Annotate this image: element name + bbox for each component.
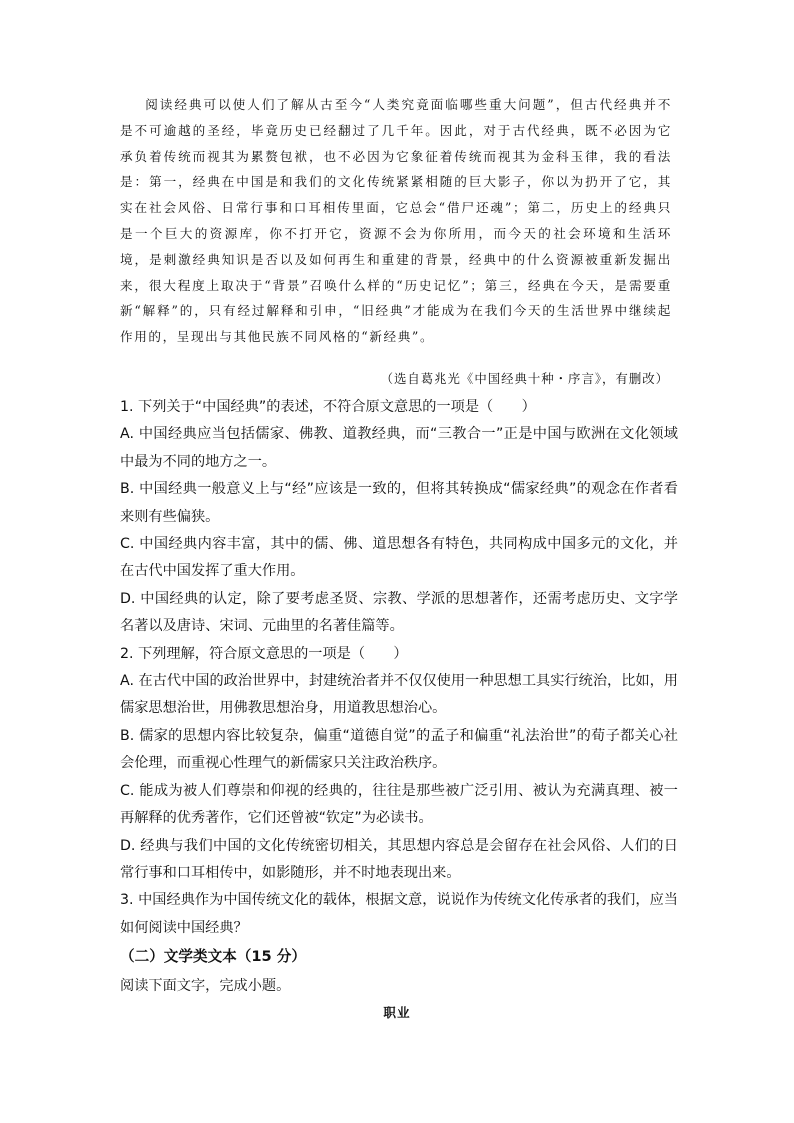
question-1-option-b: B. 中国经典一般意义上与“经”应该是一致的，但将其转换成“儒家经典”的观念在作者看来则有些偏狭。: [120, 481, 678, 525]
question-2-option-b: B. 儒家的思想内容比较复杂，偏重“道德自觉”的孟子和偏重“礼法治世”的荀子都关心社会伦理，而重视心性理气的新儒家只关注政治秩序。: [120, 727, 678, 772]
section-heading: （二）文学类文本（15 分）: [120, 948, 306, 966]
question-1-option-c: C. 中国经典内容丰富，其中的儒、佛、道思想各有特色，共同构成中国多元的文化，并在古代中国发挥了重大作用。: [120, 536, 678, 580]
question-3-stem: 3. 中国经典作为中国传统文化的载体，根据文意，说说作为传统文化传承者的我们，应当如何阅读中国经典？: [120, 892, 678, 936]
question-2-option-c: C. 能成为被人们尊崇和仰视的经典的，往往是那些被广泛引用、被认为充满真理、被一再解释的优秀著作，它们还曾被“钦定”为必读书。: [120, 782, 678, 827]
passage-paragraph: 阅读经典可以使人们了解从古至今“人类究竟面临哪些重大问题”，但古代经典并不是不可逾越的圣经，毕竟历史已经翻过了几千年。因此，对于古代经典，既不必因为它承负着传统而视其为累赘包袱，也不必因为它象征着传统而视其为金科玉律，我的看法是：第一，经典在中国是和我们的文化传统紧紧相随的巨大影子，你以为扔开了它，其实在社会风俗、日常行事和口耳相传里面，它总会“借尸还魂”；第二，历史上的经典只是一个巨大的资源库，你不打开它，资源不会为你所用，而今天的社会环境和生活环境，是刺激经典知识是否以及如何再生和重建的背景，经典中的什么资源被重新发掘出来，很大程度上取决于“背景”召唤什么样的“历史记忆”；第三，经典在今天，是需要重新“解释”的，只有经过解释和引申，“旧经典”才能成为在我们今天的生活世界中继续起作用的，呈现出与其他民族不同风格的“新经典”。: [120, 97, 672, 345]
passage-source: （选自葛兆光《中国经典十种・序言》，有删改）: [380, 371, 669, 386]
questions-block: [120, 394, 678, 1000]
question-2-option-d: D. 经典与我们中国的文化传统密切相关，其思想内容总是会留存在社会风俗、人们的日常行事和口耳相传中，如影随形，并不时地表现出来。: [120, 837, 678, 881]
question-2-option-a: A. 在古代中国的政治世界中，封建统治者并不仅仅使用一种思想工具实行统治，比如，用儒家思想治世，用佛教思想治身，用道教思想治心。: [120, 673, 678, 717]
question-1-option-d: D. 中国经典的认定，除了要考虑圣贤、宗教、学派的思想著作，还需考虑历史、文字学名著以及唐诗、宋词、元曲里的名著佳篇等。: [120, 590, 678, 635]
question-2-stem: 2. 下列理解，符合原文意思的一项是（ ）: [120, 645, 408, 662]
story-title: 职业: [383, 1005, 411, 1020]
reading-instruction: 阅读下面文字，完成小题。: [120, 978, 291, 995]
question-1-option-a: A. 中国经典应当包括儒家、佛教、道教经典，而“三教合一”正是中国与欧洲在文化领域中最为不同的地方之一。: [120, 426, 678, 470]
question-1-stem: 1. 下列关于“中国经典”的表述，不符合原文意思的一项是（ ）: [120, 399, 536, 415]
